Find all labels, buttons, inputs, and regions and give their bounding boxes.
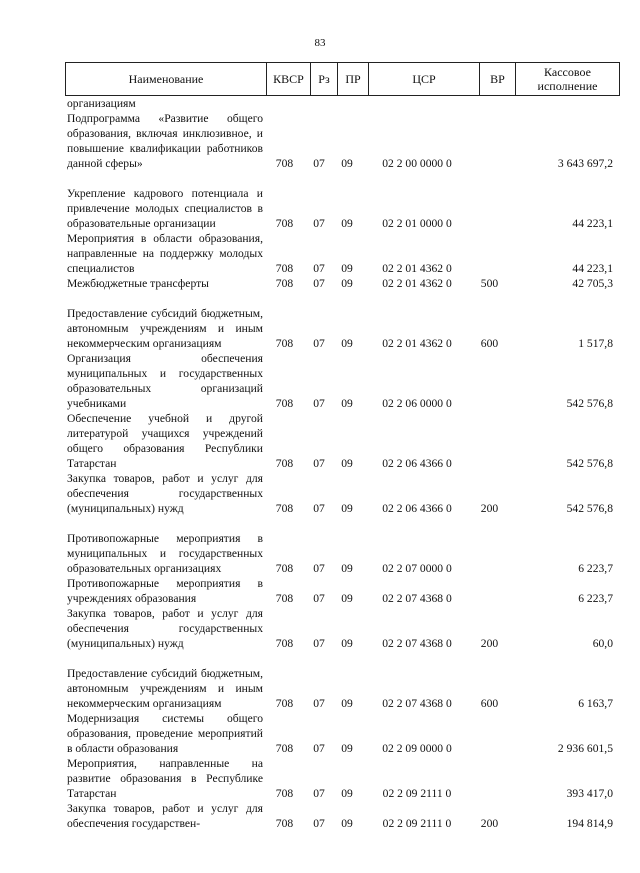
row-csr: 02 2 06 0000 0: [382, 397, 452, 410]
row-csr: 02 2 07 4368 0: [382, 592, 452, 605]
row-pr: 09: [341, 637, 353, 650]
header-name: Наименование: [66, 63, 267, 95]
row-rz: 07: [313, 562, 325, 575]
table-row: [67, 576, 617, 606]
header-rz: Рз: [311, 63, 338, 95]
row-pr: 09: [341, 277, 353, 290]
row-pr: 09: [341, 337, 353, 350]
row-vr: 200: [480, 637, 499, 650]
table-row: [67, 351, 617, 411]
table-row: [67, 711, 617, 756]
row-csr: 02 2 09 0000 0: [382, 742, 452, 755]
header-sum: Кассовое исполнение: [537, 65, 598, 93]
row-kvsr: 708: [275, 217, 294, 230]
row-pr: 09: [341, 397, 353, 410]
row-sum: 2 936 601,5: [557, 742, 613, 755]
row-sum: 44 223,1: [572, 217, 613, 230]
row-kvsr: 708: [275, 277, 294, 290]
row-sum: 393 417,0: [566, 787, 613, 800]
row-pr: 09: [341, 157, 353, 170]
row-rz: 07: [313, 457, 325, 470]
row-sum: 542 576,8: [566, 397, 613, 410]
row-sum: 44 223,1: [572, 262, 613, 275]
row-kvsr: 708: [275, 337, 294, 350]
row-csr: 02 2 01 0000 0: [382, 217, 452, 230]
row-vr: 600: [480, 337, 499, 350]
row-kvsr: 708: [275, 457, 294, 470]
row-pr: 09: [341, 502, 353, 515]
header-pr: ПР: [338, 63, 369, 95]
table-row: [67, 231, 617, 276]
row-name: Закупка товаров, работ и услуг для обеспечения государствен-: [67, 802, 263, 830]
row-kvsr: 708: [275, 742, 294, 755]
row-csr: 02 2 01 4362 0: [382, 262, 452, 275]
table-row: [67, 606, 617, 651]
row-vr: 200: [480, 817, 499, 830]
row-vr: 500: [480, 277, 499, 290]
table-body: [67, 96, 617, 831]
table-row: [67, 516, 617, 576]
row-sum: 542 576,8: [566, 502, 613, 515]
row-kvsr: 708: [275, 697, 294, 710]
row-vr: 600: [480, 697, 499, 710]
row-kvsr: 708: [275, 817, 294, 830]
row-rz: 07: [313, 592, 325, 605]
row-rz: 07: [313, 217, 325, 230]
row-rz: 07: [313, 502, 325, 515]
row-name: Противопожарные мероприятия в учреждениях образования: [67, 577, 263, 605]
table-row: [67, 471, 617, 516]
row-pr: 09: [341, 742, 353, 755]
row-pr: 09: [341, 592, 353, 605]
row-name: Межбюджетные трансферты: [67, 277, 209, 290]
row-kvsr: 708: [275, 397, 294, 410]
row-pr: 09: [341, 457, 353, 470]
row-csr: 02 2 01 4362 0: [382, 277, 452, 290]
row-sum: 194 814,9: [566, 817, 613, 830]
row-name: Закупка товаров, работ и услуг для обеспечения государственных (муниципальных) нужд: [67, 607, 263, 650]
row-kvsr: 708: [275, 502, 294, 515]
row-rz: 07: [313, 742, 325, 755]
row-name: Предоставление субсидий бюджетным, автономным учреждениям и иным некоммерческим организациям: [67, 307, 263, 350]
header-kvsr: КВСР: [267, 63, 311, 95]
row-rz: 07: [313, 697, 325, 710]
row-sum: 6 163,7: [578, 697, 613, 710]
row-pr: 09: [341, 562, 353, 575]
row-name: Укрепление кадрового потенциала и привлечение молодых специалистов в образовательные организации: [67, 187, 263, 230]
row-pr: 09: [341, 217, 353, 230]
row-name: организациям: [67, 97, 136, 110]
row-sum: 6 223,7: [578, 562, 613, 575]
header-csr: ЦСР: [369, 63, 480, 95]
row-name: Противопожарные мероприятия в муниципальных и государственных образовательных организациях: [67, 532, 263, 575]
row-kvsr: 708: [275, 562, 294, 575]
page-number: 83: [314, 37, 326, 49]
row-name: Модернизация системы общего образования, проведение мероприятий в области образования: [67, 712, 263, 755]
header-vr: ВР: [480, 63, 516, 95]
row-rz: 07: [313, 787, 325, 800]
row-rz: 07: [313, 262, 325, 275]
row-csr: 02 2 06 4366 0: [382, 502, 452, 515]
table-row: [67, 276, 617, 291]
row-name: Закупка товаров, работ и услуг для обеспечения государственных (муниципальных) нужд: [67, 472, 263, 515]
row-csr: 02 2 07 4368 0: [382, 637, 452, 650]
table-row: [67, 96, 617, 111]
row-pr: 09: [341, 817, 353, 830]
row-kvsr: 708: [275, 262, 294, 275]
row-pr: 09: [341, 262, 353, 275]
row-name: Подпрограмма «Развитие общего образования, включая инклюзивное, и повышение квалификации работников данной сферы»: [67, 112, 263, 170]
row-kvsr: 708: [275, 592, 294, 605]
row-rz: 07: [313, 397, 325, 410]
row-rz: 07: [313, 277, 325, 290]
row-kvsr: 708: [275, 637, 294, 650]
row-sum: 3 643 697,2: [557, 157, 613, 170]
row-csr: 02 2 07 4368 0: [382, 697, 452, 710]
row-name: Мероприятия в области образования, направленные на поддержку молодых специалистов: [67, 232, 263, 275]
row-name: Обеспечение учебной и другой литературой учащихся учреждений общего образования Республики Татарстан: [67, 412, 263, 470]
row-csr: 02 2 00 0000 0: [382, 157, 452, 170]
row-rz: 07: [313, 337, 325, 350]
row-vr: 200: [480, 502, 499, 515]
row-sum: 42 705,3: [572, 277, 613, 290]
table-row: [67, 651, 617, 711]
table-row: [67, 111, 617, 171]
row-rz: 07: [313, 157, 325, 170]
row-sum: 542 576,8: [566, 457, 613, 470]
row-name: Предоставление субсидий бюджетным, автономным учреждениям и иным некоммерческим организациям: [67, 667, 263, 710]
row-name: Мероприятия, направленные на развитие образования в Республике Татарстан: [67, 757, 263, 800]
table-header: [65, 62, 620, 96]
row-pr: 09: [341, 697, 353, 710]
row-kvsr: 708: [275, 787, 294, 800]
row-rz: 07: [313, 817, 325, 830]
row-csr: 02 2 09 2111 0: [382, 787, 452, 800]
table-row: [67, 171, 617, 231]
row-csr: 02 2 06 4366 0: [382, 457, 452, 470]
row-csr: 02 2 01 4362 0: [382, 337, 452, 350]
table-row: [67, 801, 617, 831]
row-sum: 1 517,8: [578, 337, 613, 350]
row-kvsr: 708: [275, 157, 294, 170]
table-row: [67, 411, 617, 471]
row-sum: 6 223,7: [578, 592, 613, 605]
row-sum: 60,0: [592, 637, 613, 650]
row-csr: 02 2 07 0000 0: [382, 562, 452, 575]
row-rz: 07: [313, 637, 325, 650]
row-name: Организация обеспечения муниципальных и государственных образовательных организаций учебниками: [67, 352, 263, 410]
table-row: [67, 291, 617, 351]
row-csr: 02 2 09 2111 0: [382, 817, 452, 830]
row-pr: 09: [341, 787, 353, 800]
table-row: [67, 756, 617, 801]
